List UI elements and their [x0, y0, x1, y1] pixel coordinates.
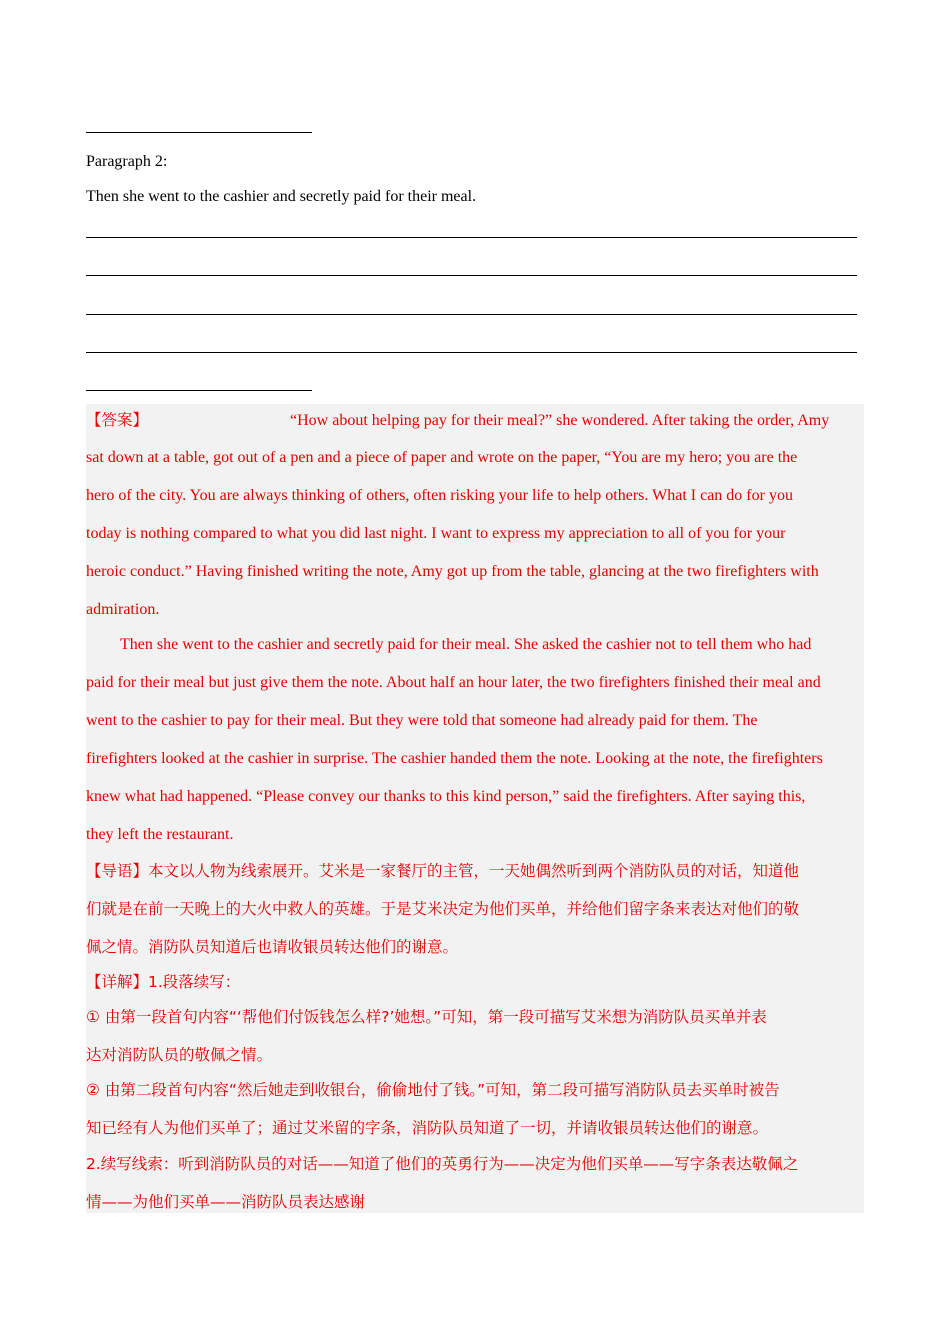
detail-line: 知已经有人为他们买单了；通过艾米留的字条，消防队员知道了一切，并请收银员转达他们的谢意。: [86, 1119, 769, 1137]
paragraph-label: Paragraph 2:: [86, 153, 168, 170]
answer-line: went to the cashier to pay for their meal. But they were told that someone had already paid for them. The: [86, 712, 758, 729]
answer-line: sat down at a table, got out of a pen and a piece of paper and wrote on the paper, “You are my hero; you are the: [86, 449, 798, 466]
writing-line: [86, 237, 857, 238]
detail-line: 2.续写线索：听到消防队员的对话——知道了他们的英勇行为——决定为他们买单——写字条表达敬佩之: [86, 1155, 799, 1173]
answer-tag: 【答案】: [86, 411, 149, 429]
detail-line: ① 由第一段首句内容“‘帮他们付饭钱怎么样?’她想。”可知，第一段可描写艾米想为消防队员买单并表: [86, 1008, 767, 1026]
guide-line: 们就是在前一天晚上的大火中救人的英雄。于是艾米决定为他们买单，并给他们留字条来表达对他们的敬: [86, 900, 800, 918]
answer-line: today is nothing compared to what you did last night. I want to express my appreciation to all of you for your: [86, 525, 786, 542]
writing-line: [86, 390, 312, 391]
writing-line: [86, 275, 857, 276]
detail-line: 【详解】1.段落续写：: [86, 973, 241, 991]
detail-line: ② 由第二段首句内容“然后她走到收银台，偷偷地付了钱。”可知，第二段可描写消防队员去买单时被告: [86, 1081, 780, 1099]
answer-line: Then she went to the cashier and secretly paid for their meal. She asked the cashier not to tell them who had: [120, 636, 812, 653]
writing-line: [86, 314, 857, 315]
writing-line: [86, 352, 857, 353]
writing-line: [86, 132, 312, 133]
answer-line: paid for their meal but just give them the note. About half an hour later, the two firefighters finished their meal and: [86, 674, 821, 691]
answer-line: knew what had happened. “Please convey our thanks to this kind person,” said the firefighters. After saying this,: [86, 788, 806, 805]
opening-sentence: Then she went to the cashier and secretly paid for their meal.: [86, 188, 477, 205]
detail-line: 达对消防队员的敬佩之情。: [86, 1046, 273, 1064]
answer-line: they left the restaurant.: [86, 826, 234, 843]
answer-line: firefighters looked at the cashier in surprise. The cashier handed them the note. Looking at the note, the firefighters: [86, 750, 823, 767]
answer-line: heroic conduct.” Having finished writing the note, Amy got up from the table, glancing at the two firefighters with: [86, 563, 819, 580]
guide-line: 佩之情。消防队员知道后也请收银员转达他们的谢意。: [86, 938, 459, 956]
answer-line: hero of the city. You are always thinking of others, often risking your life to help others. What I can do for you: [86, 487, 793, 504]
guide-line: 【导语】本文以人物为线索展开。艾米是一家餐厅的主管，一天她偶然听到两个消防队员的对话，知道他: [86, 862, 800, 880]
answer-line: 【答案】 “How about helping pay for their meal?” she wondered. After taking the order, Amy: [86, 411, 830, 429]
detail-line: 情——为他们买单——消防队员表达感谢: [86, 1193, 366, 1211]
answer-line: admiration.: [86, 601, 160, 618]
